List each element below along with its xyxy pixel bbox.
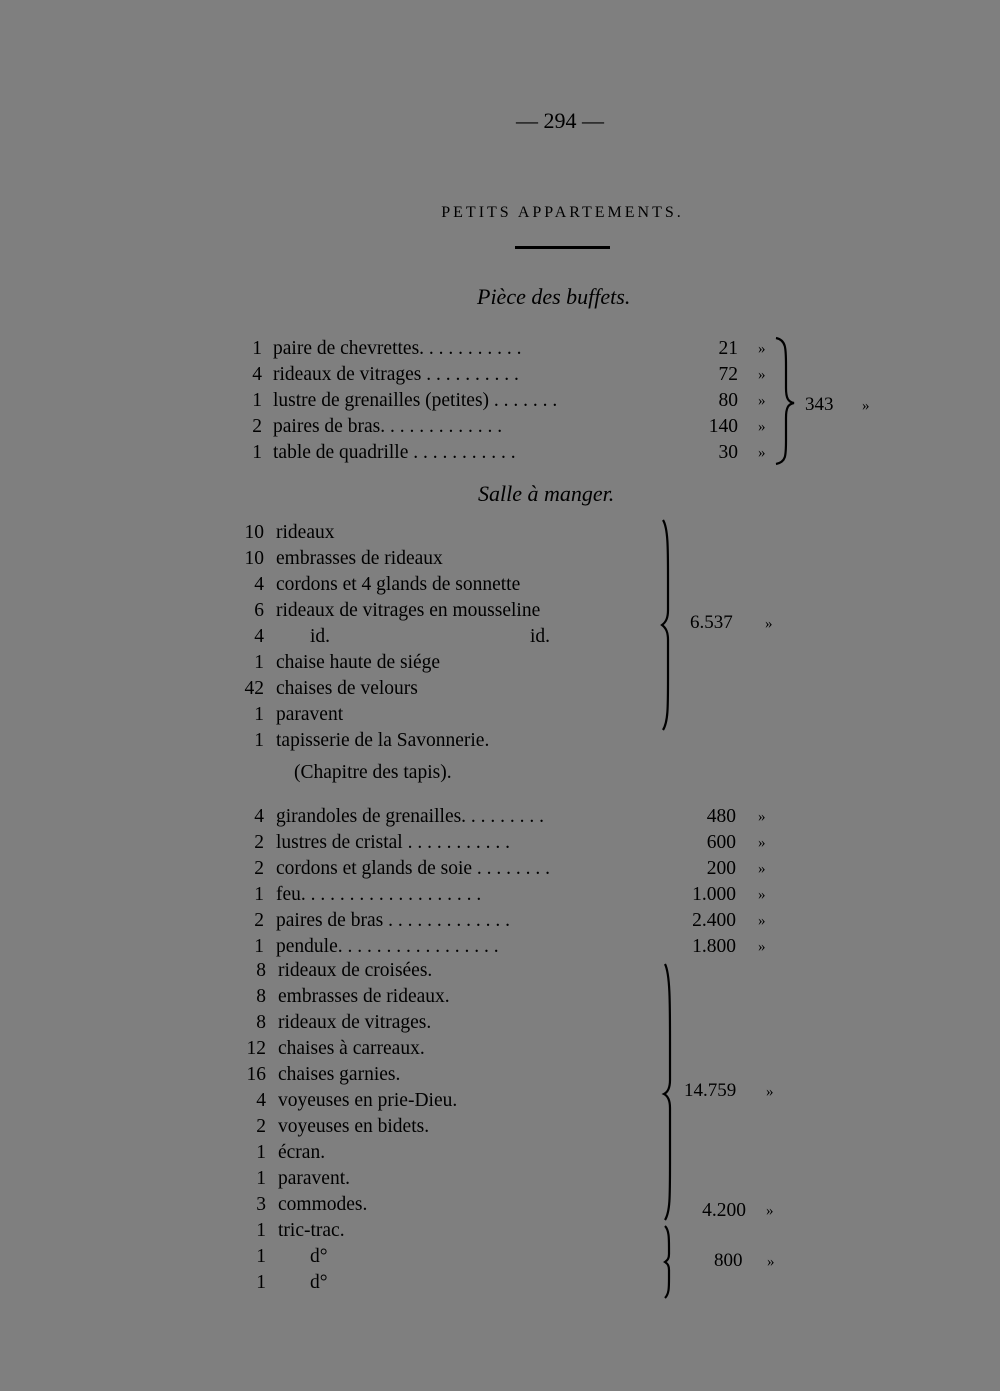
item-desc: pendule. . . . . . . . . . . . . . . . . bbox=[276, 936, 499, 957]
item-mark: » bbox=[758, 393, 766, 409]
right-brace bbox=[772, 336, 798, 466]
item-qty: 2 bbox=[256, 1116, 266, 1137]
list-item bbox=[0, 520, 700, 546]
item-desc: chaise haute de siége bbox=[276, 652, 441, 673]
item-desc: voyeuses en bidets. bbox=[278, 1116, 430, 1137]
item-value: 200 bbox=[706, 858, 736, 879]
list-item bbox=[0, 1114, 700, 1140]
item-desc: rideaux de croisées. bbox=[278, 960, 433, 981]
item-desc: embrasses de rideaux. bbox=[278, 986, 450, 1007]
item-desc: cordons et 4 glands de sonnette bbox=[276, 574, 521, 595]
item-desc: id. bbox=[310, 626, 331, 647]
item-value: 4.200 bbox=[702, 1200, 746, 1221]
section-total: 14.759 bbox=[684, 1080, 737, 1101]
total-mark: » bbox=[767, 1254, 775, 1270]
list-item bbox=[0, 1088, 700, 1114]
item-qty: 2 bbox=[254, 910, 264, 931]
list-item bbox=[0, 676, 700, 702]
item-value: 21 bbox=[718, 338, 738, 359]
item-value: 2.400 bbox=[692, 910, 736, 931]
item-value: 30 bbox=[718, 442, 738, 463]
item-qty: 2 bbox=[254, 832, 264, 853]
item-mark: » bbox=[758, 835, 766, 851]
item-mark: » bbox=[758, 445, 766, 461]
item-qty: 8 bbox=[256, 960, 266, 981]
item-qty: 2 bbox=[252, 416, 262, 437]
list-item bbox=[0, 336, 1000, 362]
right-brace bbox=[658, 1224, 678, 1300]
item-qty: 6 bbox=[254, 600, 264, 621]
item-desc: lustre de grenailles (petites) . . . . . . . bbox=[273, 390, 558, 411]
item-qty: 4 bbox=[254, 626, 264, 647]
item-qty: 1 bbox=[256, 1220, 266, 1241]
item-desc: lustres de cristal . . . . . . . . . . . bbox=[276, 832, 510, 853]
item-qty: 10 bbox=[244, 522, 264, 543]
item-qty: 1 bbox=[252, 338, 262, 359]
section-heading-salle: Salle à manger. bbox=[478, 481, 615, 506]
item-value: 600 bbox=[706, 832, 736, 853]
list-item bbox=[0, 934, 1000, 960]
item-desc: embrasses de rideaux bbox=[276, 548, 443, 569]
item-qty: 1 bbox=[256, 1168, 266, 1189]
list-item bbox=[0, 830, 1000, 856]
item-mark: » bbox=[758, 913, 766, 929]
item-mark: » bbox=[758, 367, 766, 383]
item-mark: » bbox=[758, 419, 766, 435]
list-item bbox=[0, 804, 1000, 830]
item-note: (Chapitre des tapis). bbox=[294, 762, 452, 783]
item-qty: 8 bbox=[256, 1012, 266, 1033]
item-desc: tric-trac. bbox=[278, 1220, 345, 1241]
item-qty: 3 bbox=[256, 1194, 266, 1215]
section-total: 343 bbox=[805, 394, 834, 415]
item-value: 1.800 bbox=[692, 936, 736, 957]
item-desc: girandoles de grenailles. . . . . . . . . bbox=[276, 806, 545, 827]
item-desc-repeat: id. bbox=[530, 626, 551, 647]
list-item bbox=[0, 388, 1000, 414]
item-qty: 4 bbox=[256, 1090, 266, 1111]
item-qty: 1 bbox=[252, 442, 262, 463]
item-value: 1.000 bbox=[692, 884, 736, 905]
item-desc: d° bbox=[310, 1246, 328, 1267]
item-desc: d° bbox=[310, 1272, 328, 1293]
list-item bbox=[0, 414, 1000, 440]
list-item bbox=[0, 1270, 700, 1296]
total-mark: » bbox=[862, 398, 870, 414]
list-item bbox=[0, 440, 1000, 466]
item-mark: » bbox=[758, 939, 766, 955]
item-desc: rideaux de vitrages en mousseline bbox=[276, 600, 541, 621]
item-qty: 2 bbox=[254, 858, 264, 879]
item-qty: 1 bbox=[256, 1246, 266, 1267]
item-qty: 4 bbox=[252, 364, 262, 385]
item-value: 72 bbox=[718, 364, 738, 385]
item-desc: paires de bras . . . . . . . . . . . . . bbox=[276, 910, 510, 931]
list-item bbox=[0, 882, 1000, 908]
item-desc: chaises garnies. bbox=[278, 1064, 401, 1085]
section-total: 6.537 bbox=[690, 612, 733, 633]
section-total: 800 bbox=[714, 1250, 743, 1271]
item-qty: 4 bbox=[254, 574, 264, 595]
item-qty: 1 bbox=[256, 1272, 266, 1293]
item-value: 140 bbox=[708, 416, 738, 437]
total-mark: » bbox=[765, 616, 773, 632]
item-desc: rideaux de vitrages . . . . . . . . . . bbox=[273, 364, 519, 385]
item-qty: 1 bbox=[254, 704, 264, 725]
list-item bbox=[0, 1192, 1000, 1221]
item-desc: rideaux de vitrages. bbox=[278, 1012, 432, 1033]
list-item bbox=[0, 728, 700, 754]
item-desc: chaises de velours bbox=[276, 678, 418, 699]
item-qty: 1 bbox=[252, 390, 262, 411]
item-mark: » bbox=[758, 861, 766, 877]
item-desc: voyeuses en prie-Dieu. bbox=[278, 1090, 458, 1111]
list-item bbox=[0, 1062, 700, 1088]
list-item bbox=[0, 572, 700, 598]
item-desc: chaises à carreaux. bbox=[278, 1038, 425, 1059]
list-item bbox=[0, 1140, 700, 1166]
item-desc: paires de bras. . . . . . . . . . . . . bbox=[273, 416, 503, 437]
item-qty: 10 bbox=[244, 548, 264, 569]
page-title: PETITS APPARTEMENTS. bbox=[441, 204, 684, 221]
total-mark: » bbox=[766, 1084, 774, 1100]
item-desc: rideaux bbox=[276, 522, 335, 543]
item-qty: 1 bbox=[254, 936, 264, 957]
item-mark: » bbox=[758, 809, 766, 825]
item-desc: cordons et glands de soie . . . . . . . . bbox=[276, 858, 551, 879]
list-item bbox=[0, 1010, 700, 1036]
list-item bbox=[0, 984, 700, 1010]
list-item bbox=[0, 1244, 700, 1270]
list-item bbox=[0, 546, 700, 572]
item-qty: 1 bbox=[254, 730, 264, 751]
item-desc: table de quadrille . . . . . . . . . . . bbox=[273, 442, 516, 463]
title-rule bbox=[515, 246, 610, 249]
list-item-note bbox=[0, 760, 700, 786]
right-brace bbox=[657, 962, 679, 1222]
item-desc: paravent bbox=[276, 704, 344, 725]
list-item bbox=[0, 702, 700, 728]
item-desc: commodes. bbox=[278, 1194, 368, 1215]
item-qty: 42 bbox=[244, 678, 264, 699]
item-mark: » bbox=[766, 1203, 774, 1219]
right-brace bbox=[655, 518, 677, 732]
item-desc: feu. . . . . . . . . . . . . . . . . . . bbox=[276, 884, 482, 905]
item-desc: paravent. bbox=[278, 1168, 351, 1189]
list-item bbox=[0, 598, 700, 624]
list-item bbox=[0, 1036, 700, 1062]
list-item bbox=[0, 650, 700, 676]
section-heading-buffets: Pièce des buffets. bbox=[477, 284, 631, 309]
item-desc: écran. bbox=[278, 1142, 326, 1163]
list-item bbox=[0, 1166, 700, 1192]
item-qty: 1 bbox=[256, 1142, 266, 1163]
list-item bbox=[0, 1218, 700, 1244]
item-desc: tapisserie de la Savonnerie. bbox=[276, 730, 490, 751]
item-mark: » bbox=[758, 341, 766, 357]
item-qty: 1 bbox=[254, 884, 264, 905]
list-item bbox=[0, 362, 1000, 388]
list-item bbox=[0, 856, 1000, 882]
item-mark: » bbox=[758, 887, 766, 903]
page-number: — 294 — bbox=[516, 108, 604, 133]
item-qty: 4 bbox=[254, 806, 264, 827]
item-qty: 12 bbox=[246, 1038, 266, 1059]
list-item bbox=[0, 958, 700, 984]
list-item bbox=[0, 624, 700, 650]
item-qty: 16 bbox=[246, 1064, 266, 1085]
item-value: 80 bbox=[718, 390, 738, 411]
list-item bbox=[0, 908, 1000, 934]
item-value: 480 bbox=[706, 806, 736, 827]
item-qty: 1 bbox=[254, 652, 264, 673]
item-desc: paire de chevrettes. . . . . . . . . . . bbox=[273, 338, 522, 359]
item-qty: 8 bbox=[256, 986, 266, 1007]
